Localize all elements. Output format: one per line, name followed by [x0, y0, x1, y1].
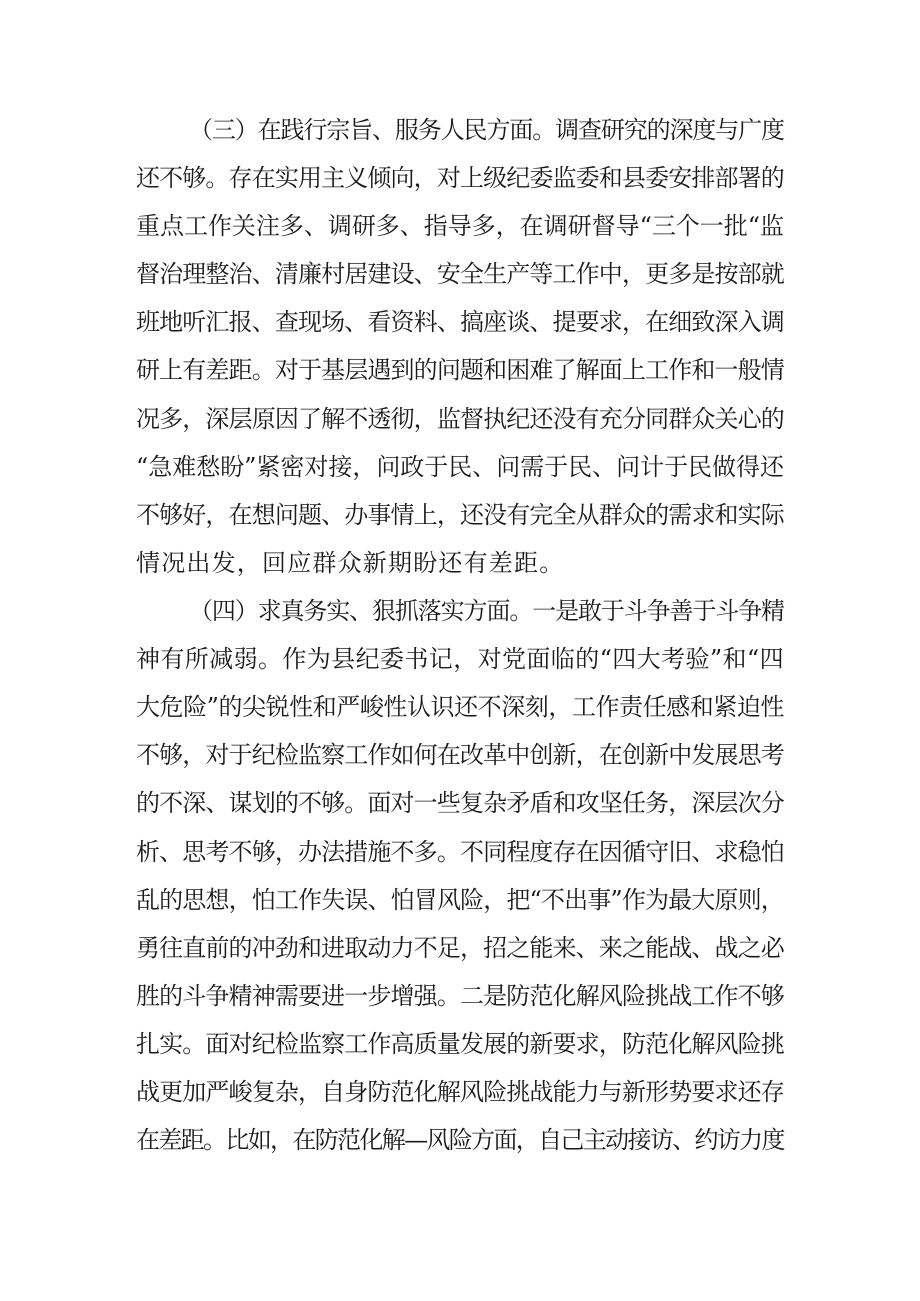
text-line: “急难愁盼”紧密对接，问政于民、问需于民、问计于民做得还 — [136, 453, 784, 481]
text-line: 研上有差距。对于基层遇到的问题和困难了解面上工作和一般情 — [136, 356, 784, 384]
text-line: 战更加严峻复杂，自身防范化解风险挑战能力与新形势要求还存 — [136, 1078, 784, 1106]
text-line: 班地听汇报、查现场、看资料、搞座谈、提要求，在细致深入调 — [136, 308, 784, 336]
text-line: 乱的思想，怕工作失误、怕冒风险，把“不出事”作为最大原则， — [136, 886, 784, 914]
text-line: （三）在践行宗旨、服务人民方面。调查研究的深度与广度 — [189, 116, 784, 144]
text-line: 不够好，在想问题、办事情上，还没有完全从群众的需求和实际 — [136, 501, 784, 529]
text-line: 大危险”的尖锐性和严峻性认识还不深刻，工作责任感和紧迫性 — [136, 693, 784, 721]
text-line: 神有所减弱。作为县纪委书记，对党面临的“四大考验”和“四 — [136, 645, 785, 673]
text-line: 重点工作关注多、调研多、指导多，在调研督导“三个一批“监 — [136, 212, 784, 240]
text-line: 况多，深层原因了解不透彻，监督执纪还没有充分同群众关心的 — [136, 405, 784, 433]
text-line: 的不深、谋划的不够。面对一些复杂矛盾和攻坚任务，深层次分 — [136, 789, 784, 817]
text-line: 扎实。面对纪检监察工作高质量发展的新要求，防范化解风险挑 — [136, 1030, 784, 1058]
text-line: 在差距。比如，在防范化解—风险方面，自己主动接访、约访力度 — [136, 1126, 784, 1154]
text-line: 还不够。存在实用主义倾向，对上级纪委监委和县委安排部署的 — [136, 164, 784, 192]
text-line: （四）求真务实、狠抓落实方面。一是敢于斗争善于斗争精 — [189, 597, 784, 625]
text-line: 析、思考不够，办法措施不多。不同程度存在因循守旧、求稳怕 — [136, 838, 784, 866]
text-line: 勇往直前的冲劲和进取动力不足，招之能来、来之能战、战之必 — [136, 934, 784, 962]
text-line: 情况出发，回应群众新期盼还有差距。 — [136, 549, 565, 577]
text-line: 胜的斗争精神需要进一步增强。二是防范化解风险挑战工作不够 — [136, 982, 784, 1010]
text-line: 不够，对于纪检监察工作如何在改革中创新，在创新中发展思考 — [136, 741, 784, 769]
text-line: 督治理整治、清廉村居建设、安全生产等工作中，更多是按部就 — [136, 260, 784, 288]
